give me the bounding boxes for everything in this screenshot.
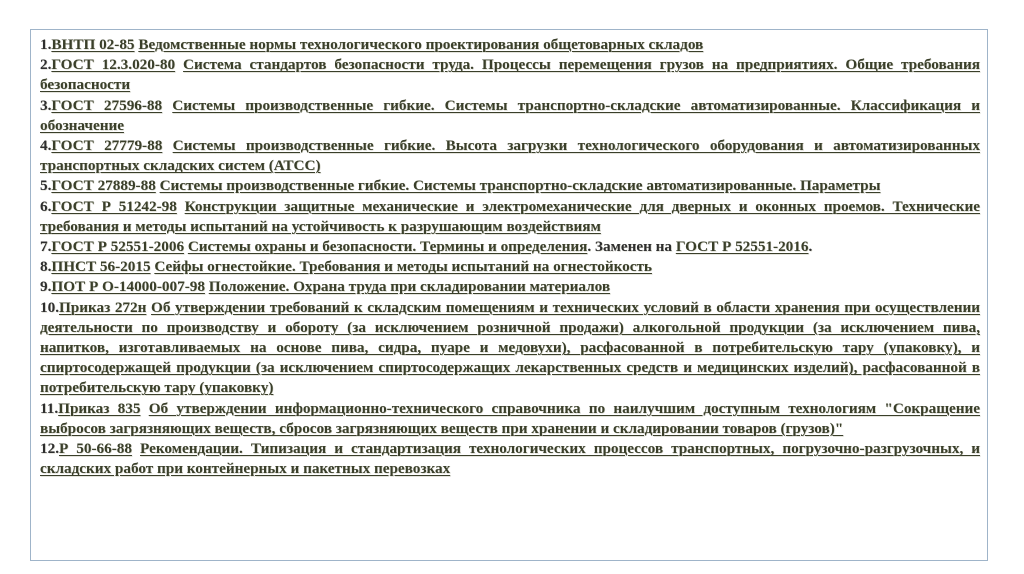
- document-title-link[interactable]: Ведомственные нормы технологического проектирования общетоварных складов: [138, 36, 704, 53]
- document-title-link[interactable]: Положение. Охрана труда при складировании материалов: [208, 278, 611, 296]
- document-title-link[interactable]: Системы производственные гибкие. Системы транспортно-складские автоматизированные. Классификация и обозначение: [40, 96, 980, 134]
- item-number: 8.: [40, 258, 52, 276]
- list-item: [40, 298, 980, 399]
- document-code-link[interactable]: ГОСТ Р 51242-98: [51, 197, 177, 215]
- item-number: 1.: [40, 36, 52, 53]
- document-title-link[interactable]: Конструкции защитные механические и электромеханические для дверных и оконных проемов. Технические требования и методы испытаний на устойчивость к разрушающим воздействиям: [40, 197, 981, 235]
- document-title-link[interactable]: Рекомендации. Типизация и стандартизация технологических процессов транспортных, погрузочно-разгрузочных, и складских работ при контейнерных и пакетных перевозках: [40, 440, 981, 478]
- item-number: 9.: [40, 278, 52, 296]
- document-code-link[interactable]: ГОСТ 27596-88: [51, 96, 163, 114]
- document-code-link[interactable]: ПНСТ 56-2015: [51, 258, 151, 276]
- document-title-link[interactable]: Системы охраны и безопасности. Термины и определения: [187, 238, 588, 256]
- document-title-link[interactable]: Сейфы огнестойкие. Требования и методы испытаний на огнестойкость: [154, 258, 652, 276]
- list-item: [40, 439, 980, 479]
- document-code-link[interactable]: ВНТП 02-85: [51, 36, 135, 53]
- list-item: [40, 136, 980, 176]
- list-item: [40, 277, 980, 297]
- document-code-link[interactable]: Р 50-66-88: [58, 440, 132, 458]
- item-number: 6.: [40, 197, 52, 215]
- document-code-link[interactable]: ГОСТ 12.3.020-80: [51, 56, 176, 74]
- item-number: 5.: [40, 177, 52, 195]
- document-code-link[interactable]: ГОСТ 27779-88: [51, 137, 163, 155]
- slide-frame: [30, 29, 988, 561]
- document-title-link[interactable]: Об утверждении информационно-технического справочника по наилучшим доступным технологиям "Сокращение выбросов загрязняющих веществ, сбросов загрязняющих веществ при хранении и складировании товаров (грузов)": [40, 399, 981, 437]
- list-item: [40, 257, 980, 277]
- list-item: [40, 35, 980, 55]
- list-item: [40, 176, 980, 196]
- document-title-link[interactable]: Системы производственные гибкие. Системы транспортно-складские автоматизированные. Параметры: [159, 177, 881, 195]
- document-code-link[interactable]: ГОСТ Р 52551-2006: [51, 238, 185, 256]
- document-title-link[interactable]: Об утверждении требований к складским помещениям и технических условий в области хранения при осуществлении деятельности по производству и обороту (за исключением розничной продажи) алкогольной продукции (за исключением пива, напитков, изготавливаемых на основе пива, сидра, пуаре и медовухи), расфасованной в потребительскую тару (упаковку), и спиртосодержащей продукции (за исключением спиртосодержащих лекарственных средств и медицинских изделий), расфасованной в потребительскую тару (упаковку): [40, 298, 981, 397]
- item-number: 11.: [40, 399, 59, 417]
- list-item: [40, 197, 980, 237]
- list-item: [40, 237, 980, 257]
- item-number: 3.: [40, 96, 52, 114]
- document-code-link[interactable]: ГОСТ 27889-88: [51, 177, 156, 195]
- list-item: [40, 55, 980, 95]
- document-title-link[interactable]: Системы производственные гибкие. Высота загрузки технологического оборудования и автоматизированных транспортных складских систем (АТСС): [40, 137, 980, 175]
- document-list: [40, 35, 980, 479]
- list-item: [40, 399, 980, 439]
- item-number: 7.: [40, 238, 52, 256]
- item-number: 12.: [40, 440, 59, 458]
- replacement-tail: .: [808, 238, 813, 256]
- replacement-note: . Заменен на: [587, 238, 676, 256]
- item-number: 10.: [40, 298, 59, 316]
- item-number: 4.: [40, 137, 52, 155]
- replacement-code-link[interactable]: ГОСТ Р 52551-2016: [675, 238, 809, 256]
- document-title-link[interactable]: Система стандартов безопасности труда. Процессы перемещения грузов на предприятиях. Общие требования безопасности: [40, 56, 980, 94]
- item-number: 2.: [40, 56, 52, 74]
- document-code-link[interactable]: Приказ 272н: [58, 298, 147, 316]
- list-item: [40, 96, 980, 136]
- document-code-link[interactable]: Приказ 835: [58, 399, 141, 417]
- document-code-link[interactable]: ПОТ Р О-14000-007-98: [51, 278, 205, 296]
